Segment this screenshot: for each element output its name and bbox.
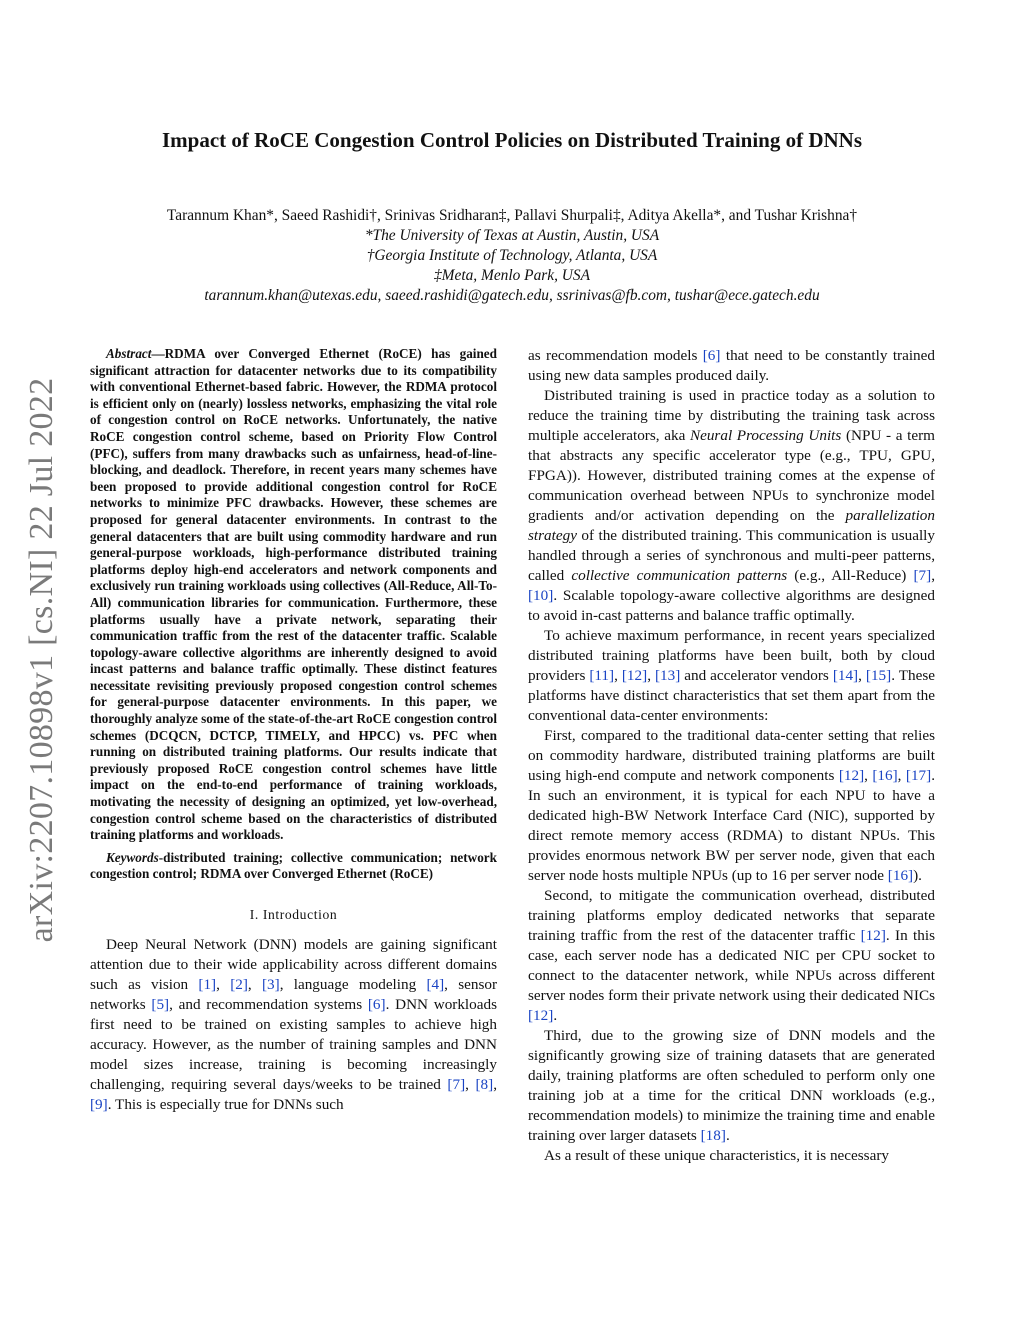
citation-link[interactable]: [3] [261, 976, 280, 993]
right-column [528, 346, 935, 1166]
paper-title: Impact of RoCE Congestion Control Policies on Distributed Training of DNNs [161, 128, 863, 152]
body-text: . [725, 1127, 730, 1144]
body-text: . In this case, each server node has a dedicated NIC per CPU socket to connect to the datacenter network, while NPUs across different server nodes form their private network using their dedicated NICs [528, 927, 935, 1004]
body-text: . These platforms have distinct characteristics that set them apart from the conventional data-center environments: [528, 667, 935, 724]
body-text: as recommendation models [528, 347, 703, 364]
citation-link[interactable]: [8] [475, 1076, 494, 1093]
citation-link[interactable]: [14] [832, 667, 859, 684]
body-text: , and recommendation systems [169, 996, 368, 1013]
body-text: , [647, 667, 655, 684]
body-text: . This is especially true for DNNs such [107, 1096, 344, 1113]
citation-link[interactable]: [7] [447, 1076, 466, 1093]
body-paragraph [528, 726, 935, 886]
citation-link[interactable]: [12] [838, 767, 865, 784]
body-paragraph [528, 1026, 935, 1146]
body-text: , language modeling [279, 976, 427, 993]
body-paragraph [528, 386, 935, 626]
citation-link[interactable]: [12] [621, 667, 648, 684]
body-text: Second, to mitigate the communication overhead, distributed training platforms employ dedicated networks that separate training traffic from the rest of the datacenter traffic [528, 887, 935, 944]
citation-link[interactable]: [10] [528, 587, 554, 604]
citation-link[interactable]: [6] [702, 347, 721, 364]
body-text: , [465, 1076, 476, 1093]
keywords [90, 850, 497, 883]
keywords-label: Keywords [106, 849, 159, 865]
body-text: ). [913, 867, 922, 884]
left-column [90, 346, 497, 1115]
citation-link[interactable]: [13] [654, 667, 681, 684]
citation-link[interactable]: [16] [872, 767, 898, 784]
body-text: As a result of these unique characteristics, it is necessary [544, 1147, 889, 1164]
body-text: , [216, 976, 231, 993]
left-body [90, 935, 497, 1115]
body-paragraph [528, 626, 935, 726]
affiliation-georgia-tech: †Georgia Institute of Technology, Atlanta, USA [366, 247, 658, 264]
body-text: , [864, 767, 873, 784]
body-text: To achieve maximum performance, in recent years specialized distributed training platforms have been built, both by cloud providers [528, 627, 935, 684]
citation-link[interactable]: [5] [151, 996, 170, 1013]
citation-link[interactable]: [16] [887, 867, 914, 884]
body-text: . DNN workloads first need to be trained on existing samples to achieve high accuracy. However, as the number of training samples and DNN model sizes increase, training is becoming increasingly challenging, requiring several days/weeks to be trained [90, 996, 497, 1093]
citation-link[interactable]: [4] [426, 976, 445, 993]
body-text: (e.g., All-Reduce) [787, 567, 914, 584]
right-body [528, 346, 935, 1166]
emphasis-term: Neural Processing Units [689, 427, 842, 444]
citation-link[interactable]: [12] [528, 1007, 554, 1024]
citation-link[interactable]: [6] [367, 996, 386, 1013]
citation-link[interactable]: [12] [860, 927, 886, 944]
section-heading-introduction: I. Introduction [249, 907, 338, 922]
body-text: , [858, 667, 866, 684]
citation-link[interactable]: [17] [905, 767, 932, 784]
abstract [90, 346, 497, 844]
citation-link[interactable]: [1] [198, 976, 217, 993]
keywords-text: -distributed training; collective communication; network congestion control; RDMA over Converged Ethernet (RoCE) [90, 849, 497, 882]
body-text: , [247, 976, 262, 993]
emphasis-term: parallelization strategy [528, 507, 935, 544]
body-paragraph [528, 886, 935, 1026]
body-text: and accelerator vendors [680, 667, 833, 684]
abstract-text: —RDMA over Converged Ethernet (RoCE) has gained significant attraction for datacenter networks due to its compatibility with conventional Ethernet-based fabric. However, the RDMA protocol is efficient only on (nearly) lossless networks, emphasizing the vital role of congestion control on RoCE networks. Unfortunately, the native RoCE congestion control scheme, based on Priority Flow Control (PFC), suffers from many drawbacks such as unfairness, head-of-line-blocking, and deadlock. Therefore, in recent years many schemes have been proposed to provide additional congestion control for RoCE networks to minimize PFC drawbacks. However, these schemes are proposed for general datacenter environments. In contrast to the general datacenters that are built using commodity hardware and run general-purpose workloads, high-performance distributed training platforms deploy high-end accelerators and network components and exclusively run training workloads using collectives (All-Reduce, All-To-All) communication libraries for communication. Furthermore, these platforms usually have a private network, separating their communication traffic from the rest of the datacenter traffic. Scalable topology-aware collective algorithms are inherently designed to avoid incast patterns and balance traffic optimally. These distinct features necessitate revisiting previously proposed congestion control schemes for general-purpose datacenter environments. In this paper, we thoroughly analyze some of the state-of-the-art RoCE congestion control schemes (DCQCN, DCTCP, TIMELY, and HPCC) vs. PFC when running on distributed training platforms. Our results indicate that previously proposed RoCE congestion control schemes have little impact on the end-to-end performance of training workloads, motivating the necessity of designing an optimized, yet low-overhead, congestion control scheme based on the characteristics of distributed training platforms and workloads. [90, 346, 497, 843]
author-emails: tarannum.khan@utexas.edu, saeed.rashidi@gatech.edu, ssrinivas@fb.com, tushar@ece.gatech.edu [204, 287, 820, 304]
body-text: Distributed training is used in practice today as a solution to reduce the training time by distributing the training task across multiple accelerators, aka [528, 387, 935, 444]
citation-link[interactable]: [2] [230, 976, 248, 993]
body-text: , [897, 767, 906, 784]
body-text: , [614, 667, 622, 684]
body-paragraph [90, 935, 497, 1115]
author-list: Tarannum Khan*, Saeed Rashidi†, Srinivas Sridharan‡, Pallavi Shurpali‡, Aditya Akella*, and Tushar Krishna† [166, 207, 858, 224]
body-text: , [931, 567, 935, 584]
body-text: , [493, 1076, 497, 1093]
citation-link[interactable]: [15] [865, 667, 892, 684]
body-text: First, compared to the traditional data-center setting that relies on commodity hardware, distributed training platforms are built using high-end compute and network components [528, 727, 935, 784]
body-text: that need to be constantly trained using new data samples produced daily. [528, 347, 935, 384]
citation-link[interactable]: [7] [913, 567, 932, 584]
body-text: . Scalable topology-aware collective algorithms are designed to avoid in-cast patterns and balance traffic optimally. [528, 587, 935, 624]
body-paragraph [528, 1146, 935, 1166]
citation-link[interactable]: [11] [589, 667, 615, 684]
body-paragraph [528, 346, 935, 386]
emphasis-term: collective communication patterns [571, 567, 788, 584]
body-text: Third, due to the growing size of DNN models and the significantly growing size of training datasets that are generated daily, training platforms are often scheduled to perform only one training job at a time for the critical DNN workloads (e.g., recommendation models) to minimize the training time and enable training over larger datasets [528, 1027, 935, 1144]
body-text: of the distributed training. This communication is usually handled through a series of synchronous and multi-peer patterns, called [528, 527, 935, 584]
author-block [90, 206, 934, 306]
body-text: Deep Neural Network (DNN) models are gaining significant attention due to their wide applicability across different domains such as vision [90, 936, 497, 993]
body-text: . In such an environment, it is typical for each NPU to have a dedicated high-BW Network Interface Card (NIC), supported by direct remote memory access (RDMA) to distant NPUs. This provides enormous network BW per server node, given that each server node hosts multiple NPUs (up to 16 per server node [528, 767, 935, 884]
citation-link[interactable]: [18] [700, 1127, 726, 1144]
affiliation-meta: ‡Meta, Menlo Park, USA [433, 267, 590, 284]
body-text: . [553, 1007, 558, 1024]
arxiv-stamp [14, 360, 70, 960]
abstract-label: Abstract [106, 346, 152, 361]
body-text: (NPU - a term that abstracts any specific accelerator type (e.g., TPU, GPU, FPGA)). However, distributed training comes at the expense of communication overhead between NPUs to synchronize model gradients and/or activation depending on the [528, 427, 936, 524]
body-text: , sensor networks [90, 976, 498, 1013]
citation-link[interactable]: [9] [90, 1096, 108, 1113]
arxiv-id[interactable]: arXiv:2207.10898v1 [cs.NI] 22 Jul 2022 [23, 377, 60, 943]
affiliation-ut-austin: *The University of Texas at Austin, Austin, USA [364, 227, 660, 244]
